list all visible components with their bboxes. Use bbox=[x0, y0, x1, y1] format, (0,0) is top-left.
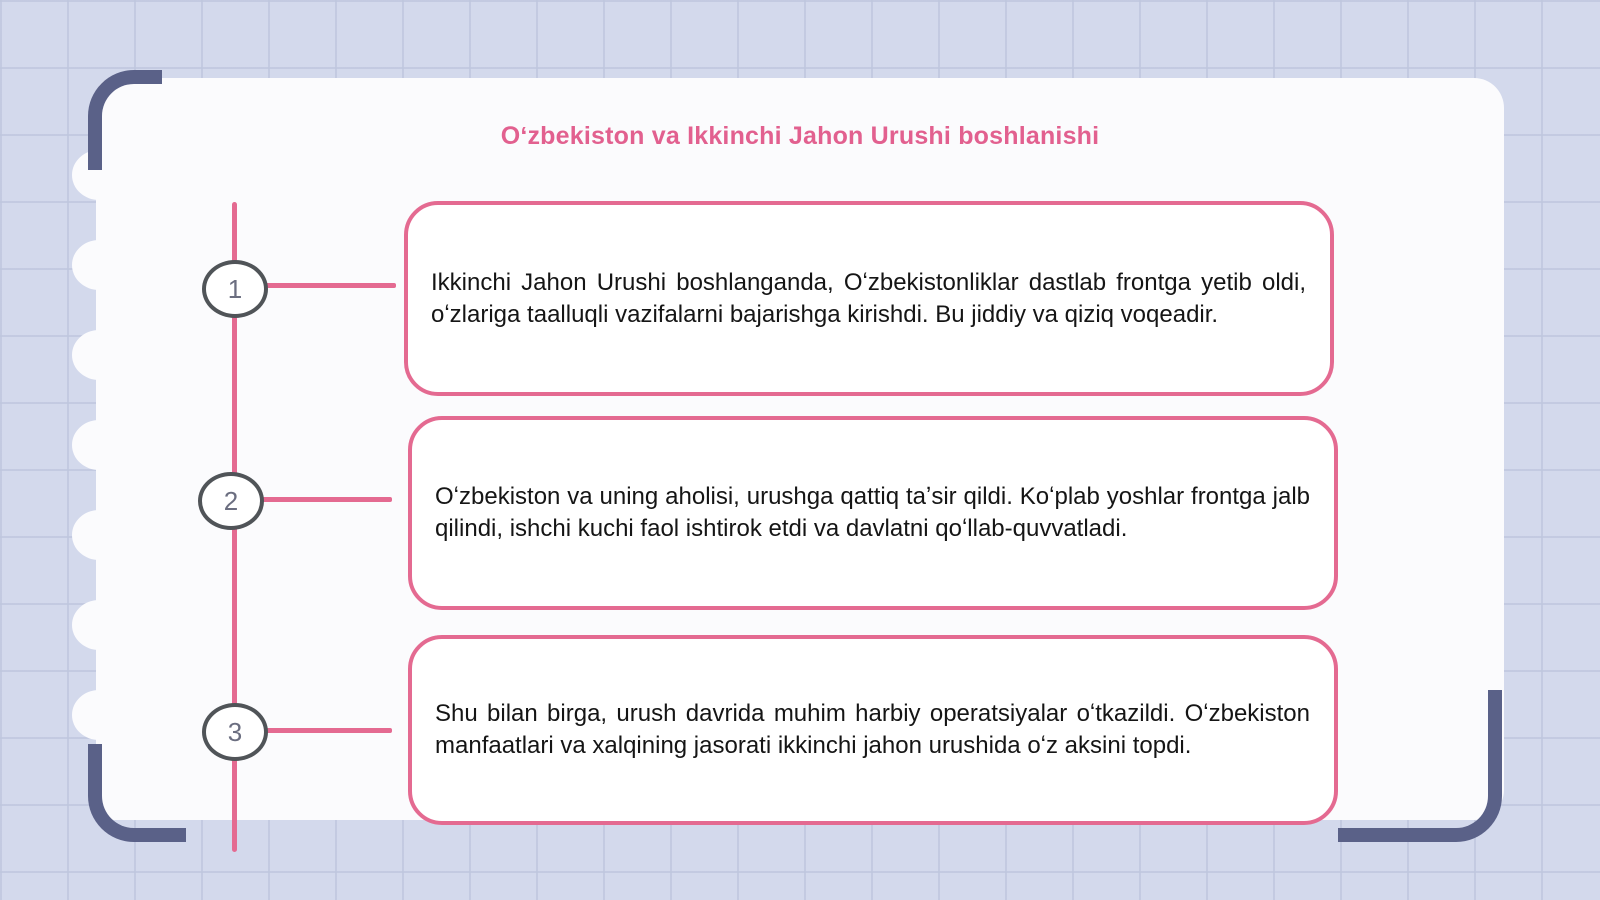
page-scallop bbox=[72, 330, 126, 380]
timeline-node-number: 3 bbox=[227, 716, 243, 747]
timeline-card-text: Ikkinchi Jahon Urushi boshlanganda, Oʻzbekistonliklar dastlab frontga yetib oldi, oʻzlariga taalluqli vazifalarni bajarishga kirishdi. Bu jiddiy va qiziq voqeadir. bbox=[431, 268, 1306, 328]
timeline-node-number: 1 bbox=[227, 273, 243, 304]
page-scallop bbox=[72, 420, 126, 470]
timeline-node-3 bbox=[202, 703, 268, 761]
timeline-connector bbox=[262, 728, 392, 733]
bottom-left-corner-bracket bbox=[88, 744, 186, 842]
page-scallop bbox=[72, 510, 126, 560]
page-scallop bbox=[72, 240, 126, 290]
timeline-card-text: Shu bilan birga, urush davrida muhim harbiy operatsiyalar oʻtkazildi. Oʻzbekiston manfaatlari va xalqining jasorati ikkinchi jahon urushida oʻz aksini topdi. bbox=[435, 700, 1310, 759]
top-left-corner-bracket bbox=[88, 70, 162, 170]
bottom-right-corner-bracket bbox=[1338, 690, 1502, 842]
page-scallop bbox=[72, 600, 126, 650]
timeline-node-2 bbox=[198, 472, 264, 530]
timeline-node-number: 2 bbox=[223, 485, 239, 516]
timeline-card-2 bbox=[408, 416, 1338, 610]
timeline-connector bbox=[262, 283, 396, 288]
timeline-card-1 bbox=[404, 201, 1334, 396]
timeline-connector bbox=[258, 497, 392, 502]
timeline-node-1 bbox=[202, 260, 268, 318]
timeline-card-3 bbox=[408, 635, 1338, 825]
page-scallop bbox=[72, 690, 126, 740]
timeline-card-text: Oʻzbekiston va uning aholisi, urushga qattiq taʼsir qildi. Koʻplab yoshlar frontga jalb qilindi, ishchi kuchi faol ishtirok etdi va davlatni qoʻllab-quvvatladi. bbox=[435, 483, 1310, 542]
slide-title: Oʻzbekiston va Ikkinchi Jahon Urushi boshlanishi bbox=[500, 122, 1100, 150]
